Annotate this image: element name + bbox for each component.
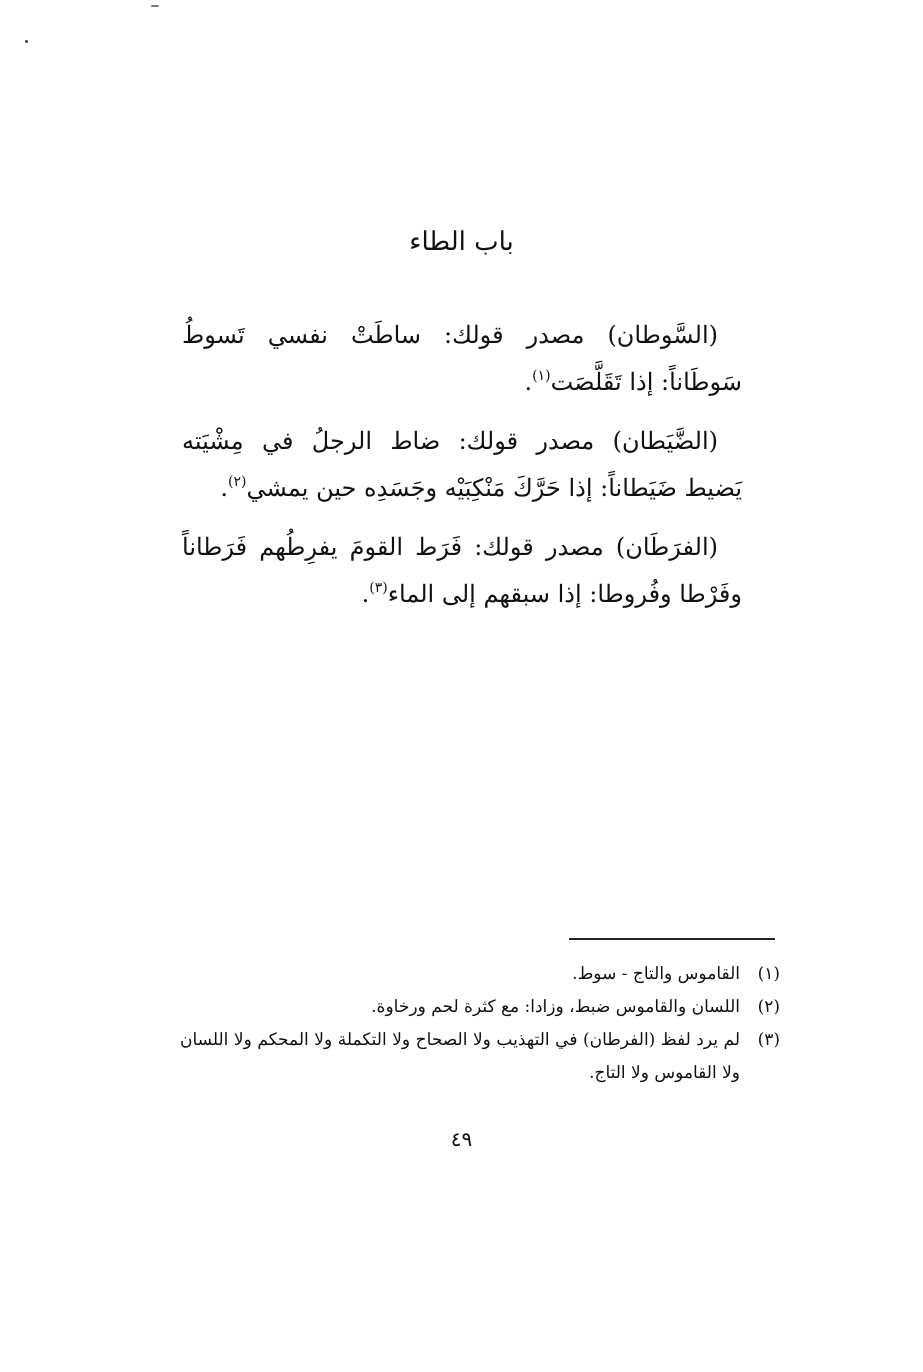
footnote-text: لم يرد لفظ (الفرطان) في التهذيب ولا الصحاح ولا التكملة ولا المحكم ولا اللسان ولا القاموس ولا التاج. bbox=[180, 1030, 740, 1083]
entry-text: (السَّوطان) مصدر قولك: ساطَتْ نفسي تَسوطُ سَوطَاناً: إذا تَقَلَّصَت bbox=[182, 321, 742, 396]
footnote-number: (١) bbox=[757, 964, 780, 984]
footnote-number: (٢) bbox=[757, 997, 780, 1017]
chapter-title: باب الطاء bbox=[409, 227, 514, 257]
scan-speck bbox=[151, 5, 159, 7]
footnote-ref: (٣) bbox=[369, 580, 388, 596]
entry-faratan bbox=[182, 524, 742, 618]
footnote-item bbox=[180, 991, 780, 1024]
footnote-divider bbox=[569, 938, 775, 940]
footnote-number: (٣) bbox=[757, 1030, 780, 1050]
entry-text: (الضَّيَطان) مصدر قولك: ضاط الرجلُ في مِشْيَته يَضيط ضَيَطاناً: إذا حَرَّكَ مَنْكِبَيْه وجَسَدِه حين يمشي bbox=[182, 427, 742, 502]
entry-end: . bbox=[220, 474, 228, 502]
page-number: ٤٩ bbox=[450, 1127, 473, 1151]
footnote-text: اللسان والقاموس ضبط، وزادا: مع كثرة لحم ورخاوة. bbox=[371, 997, 740, 1017]
entry-end: . bbox=[361, 580, 370, 608]
entry-end: . bbox=[524, 368, 533, 396]
footnote-ref: (٢) bbox=[228, 474, 247, 490]
footnote-text: القاموس والتاج - سوط. bbox=[572, 964, 740, 984]
footnote-item bbox=[180, 958, 780, 991]
scan-speck bbox=[25, 40, 28, 43]
entry-sawtan bbox=[182, 312, 742, 406]
entry-text: (الفرَطَان) مصدر قولك: فَرَط القومَ يفرِطُهم فَرَطاناً وفَرْطا وفُروطا: إذا سبقهم إلى الماء bbox=[182, 533, 742, 608]
entry-dayatan bbox=[182, 418, 742, 512]
footnote-ref: (١) bbox=[532, 368, 551, 384]
main-text bbox=[182, 312, 742, 630]
footnotes bbox=[180, 958, 780, 1090]
footnote-item bbox=[180, 1024, 780, 1090]
